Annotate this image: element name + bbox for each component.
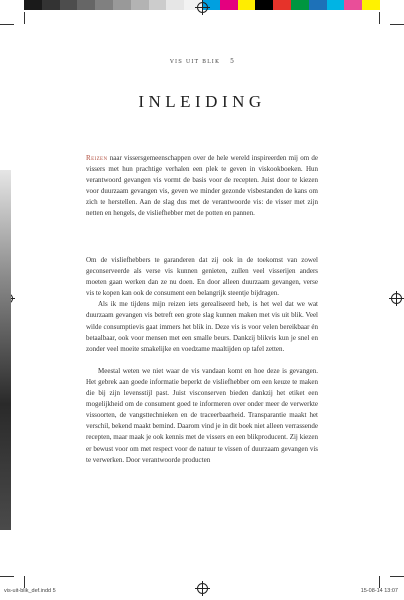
paragraph — [86, 255, 318, 299]
crop-mark — [0, 24, 14, 25]
color-swatch — [255, 0, 273, 10]
color-swatch — [291, 0, 309, 10]
color-swatch — [362, 0, 380, 10]
lead-in-word: Reizen — [86, 154, 108, 162]
photo-bleed-edge — [0, 170, 11, 530]
paragraph-intro — [86, 153, 318, 220]
crop-mark — [379, 576, 380, 588]
paragraph — [86, 366, 318, 466]
color-swatch — [327, 0, 345, 10]
paragraph-text: naar vissersgemeenschappen over de hele wereld inspireerden mij om de vissers met hun prachtige verhalen een plek te geven in viskookboeken. Hun verantwoord gevangen vis vormt de basis voor de recepten. Juist door te kiezen voor duurzaam gevangen vis, geven we minder gezonde visbestanden de kans om zich te herstellen. Aan de slag dus met de verantwoorde vis: de visser met zijn netten en hengels, de visliefhebber met de potten en pannen. — [86, 154, 318, 218]
color-swatch — [344, 0, 362, 10]
crop-mark — [390, 24, 404, 25]
color-swatch — [95, 0, 113, 10]
registration-mark-bottom — [197, 583, 208, 594]
color-swatch — [238, 0, 256, 10]
registration-mark-right — [391, 293, 402, 304]
body-text-block — [86, 153, 318, 220]
paragraph-text: Als ik me tijdens mijn reizen iets gerealiseerd heb, is het wel dat we wat duurzaam gevangen vis betreft een grote slag kunnen maken met vis uit blik. Veel wilde consumptievis gaat immers het blik in. Deze vis is voor velen bereikbaar én betaalbaar, ook voor mensen met een smalle beurs. Dankzij blikvis kun je snel en zonder veel moeite smakelijke en voedzame maaltijden op tafel zetten. — [86, 300, 318, 353]
page-number: 5 — [230, 58, 234, 65]
body-text-block — [86, 255, 318, 466]
crop-mark — [390, 576, 404, 577]
color-swatch — [113, 0, 131, 10]
slug-filename: vis-uit-blik_def.indd 5 — [4, 588, 56, 594]
crop-mark — [0, 576, 14, 577]
color-swatch — [220, 0, 238, 10]
color-swatch — [273, 0, 291, 10]
crop-mark — [24, 576, 25, 588]
paragraph-text: Meestal weten we niet waar de vis vandaan komt en hoe deze is gevangen. Het gebrek aan goede informatie beperkt de visliefhebber om een keuze te maken die bij zijn levensstijl past. Juist visconserven bieden dankzij het etiket een mogelijkheid om de consument goed te informeren over onder meer de verwerkte vissoorten, de vangsttechnieken en de traceerbaarheid. Transparantie maakt het verschil, bekend maakt bemind. Daarom vind je in dit boek niet alleen verrassende recepten, maar maak je ook kennis met de vissers en een blikproducent. Zij kiezen er bewust voor om met respect voor de natuur te vissen of duurzaam gevangen vis te verwerken. Door verantwoorde producten — [86, 366, 318, 464]
crop-mark — [24, 12, 25, 24]
paragraph-text: Om de visliefhebbers te garanderen dat zij ook in de toekomst van zowel geconserveerde als verse vis kunnen genieten, zullen veel visserijen anders moeten gaan werken dan ze nu doen. En door alleen duurzaam gevangen, verse vis te kopen kan ook de consument een belangrijk steentje bijdragen. — [86, 256, 318, 298]
crop-mark — [379, 12, 380, 24]
chapter-title: INLEIDING — [138, 92, 266, 111]
running-head — [0, 58, 404, 65]
running-head-title: VIS UIT BLIK — [170, 59, 221, 65]
color-swatch — [309, 0, 327, 10]
color-swatch — [24, 0, 42, 10]
color-swatch — [60, 0, 78, 10]
color-swatch — [149, 0, 167, 10]
paragraph — [86, 299, 318, 354]
color-swatch — [42, 0, 60, 10]
color-swatch — [77, 0, 95, 10]
color-swatch — [131, 0, 149, 10]
slug-timestamp: 15-08-14 13:07 — [360, 588, 398, 594]
color-swatch — [166, 0, 184, 10]
registration-mark-top — [197, 2, 208, 13]
